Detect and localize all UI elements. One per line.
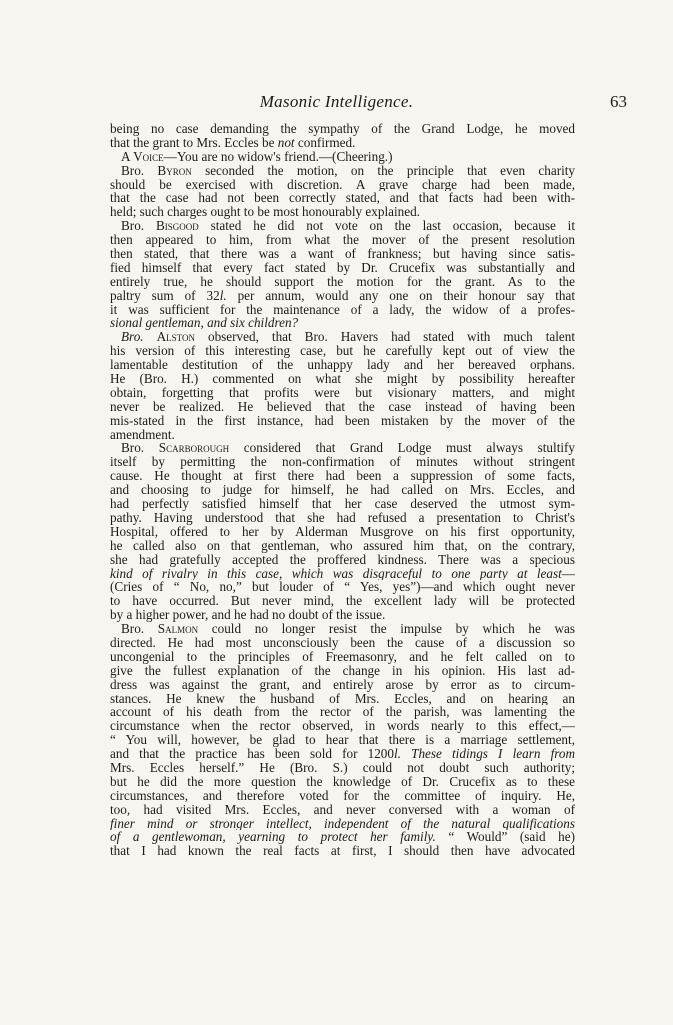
text-run: Bro.	[121, 219, 156, 234]
text-line	[110, 539, 575, 553]
text-run: finer mind or stronger intellect, independent of the natural qualifications	[110, 816, 575, 831]
text-run: that the case had not been correctly stated, and that facts had been with-	[110, 191, 575, 206]
text-run: of a gentlewoman, yearning to protect her family.	[110, 830, 436, 845]
text-line	[110, 344, 575, 358]
text-run: uncongenial to the principles of Freemasonry, and he felt called on to	[110, 649, 575, 664]
text-line	[110, 275, 575, 289]
text-line	[110, 580, 575, 594]
text-run: considered that Grand Lodge must always stultify	[229, 441, 575, 456]
text-run: too, had visited Mrs. Eccles, and never conversed with a woman of	[110, 802, 575, 817]
text-run: These tidings I learn from	[400, 747, 575, 761]
text-run: itself by permitting the non-confirmation of minutes without stringent	[110, 455, 575, 470]
text-run: Bisgood	[155, 219, 199, 234]
text-run: mis-stated in the first instance, had been mistaken by the mover of the	[110, 413, 575, 428]
text-run: —You are no widow's friend.—(Cheering.)	[163, 149, 393, 164]
text-run: l.	[219, 288, 227, 303]
text-line	[110, 358, 575, 372]
text-run: cause. He thought at first there had been a suppression of some facts,	[110, 469, 575, 484]
page-header	[0, 92, 673, 116]
text-run: account of his death from the rector of the parish, was lamenting the	[110, 705, 575, 720]
text-line	[110, 719, 575, 733]
text-line	[110, 844, 575, 858]
text-run: had perfectly satisfied himself that her case deserved the utmost sym-	[110, 497, 575, 511]
text-line	[110, 817, 575, 831]
text-line	[110, 733, 575, 747]
text-run: obtain, forgetting that profits were but visionary matters, and might	[110, 385, 575, 400]
text-line	[110, 594, 575, 608]
text-run: should be exercised with discretion. A grave charge had been made,	[110, 177, 575, 192]
text-line	[110, 372, 575, 386]
text-run: then stated, that there was a want of frankness; but having since satis-	[110, 247, 575, 261]
text-line	[110, 803, 575, 817]
text-run: that I had known the real facts at first, I should then have advocated	[110, 844, 575, 859]
text-run: then appeared to him, from what the mover of the present resolution	[110, 233, 575, 248]
text-line	[110, 191, 575, 205]
text-line	[110, 428, 575, 442]
text-run: Bro.	[121, 441, 159, 456]
text-line	[110, 775, 575, 789]
text-run: amendment.	[110, 427, 175, 442]
text-run: Voice	[133, 149, 164, 164]
text-line	[110, 441, 575, 455]
text-line	[110, 261, 575, 275]
text-run: by a higher power, and he had no doubt of the issue.	[110, 608, 386, 623]
text-line	[110, 316, 575, 330]
text-run: circumstance when the rector observed, in words nearly to this effect,—	[110, 719, 575, 734]
text-run: Bro.	[121, 622, 158, 636]
text-line	[110, 414, 575, 428]
text-run: He (Bro. H.) commented on what she might by possibility hereafter	[110, 372, 575, 386]
text-line	[110, 608, 575, 622]
text-line	[110, 233, 575, 247]
text-run: “ You will, however, be glad to hear that there is a marriage settlement,	[110, 733, 575, 748]
text-line	[110, 247, 575, 261]
text-line	[110, 178, 575, 192]
text-line	[110, 303, 575, 317]
text-run: (Cries of “ No, no,” but louder of “ Yes, yes”)—and which ought never	[110, 580, 575, 595]
text-run: never be realized. He believed that the case instead of having been	[110, 399, 575, 414]
body-text	[110, 122, 575, 858]
text-run: circumstances, and therefore voted for the committee of inquiry. He,	[110, 788, 575, 803]
text-line	[110, 205, 575, 219]
text-line	[110, 164, 575, 178]
text-line	[110, 622, 575, 636]
text-line	[110, 789, 575, 803]
text-line	[110, 136, 575, 150]
text-run: per annum, would any one on their honour say that	[226, 288, 575, 303]
text-run: Scarborough	[158, 441, 230, 456]
text-run: she had gratefully accepted the proffered kindness. There was a specious	[110, 552, 575, 567]
text-run: dress was against the grant, and entirely arose by error as to circum-	[110, 677, 575, 692]
running-title: Masonic Intelligence.	[259, 92, 414, 111]
text-line	[110, 636, 575, 650]
text-run: confirmed.	[294, 135, 356, 150]
text-line	[110, 705, 575, 719]
text-run: stances. He knew the husband of Mrs. Eccles, and on hearing an	[110, 691, 575, 706]
text-line	[110, 386, 575, 400]
text-run: and that the practice has been sold for 1200	[110, 747, 394, 761]
text-line	[110, 150, 575, 164]
text-run: stated he did not vote on the last occasion, because it	[198, 219, 575, 234]
text-line	[110, 761, 575, 775]
text-line	[110, 330, 575, 344]
text-run: could no longer resist the impulse by which he was	[198, 622, 575, 636]
text-run: observed, that Bro. Havers had stated with much talent	[194, 330, 575, 345]
text-line	[110, 511, 575, 525]
text-run: it was sufficient for the maintenance of a lady, the widow of a profes-	[110, 302, 575, 317]
text-line	[110, 289, 575, 303]
text-run: sional gentleman, and six children?	[110, 316, 299, 331]
text-run: directed. He had most unconsciously been the cause of a discussion so	[110, 635, 575, 650]
text-line	[110, 483, 575, 497]
text-run: not	[277, 135, 295, 150]
text-run: Bro.	[121, 163, 158, 178]
text-run: kind of rivalry in this case, which was disgraceful to one party at least	[110, 566, 562, 581]
text-run: Byron	[157, 163, 192, 178]
text-run: —	[561, 566, 575, 581]
text-run: A	[121, 149, 134, 164]
text-line	[110, 469, 575, 483]
text-run: held; such charges ought to be most honourably explained.	[110, 205, 420, 220]
text-line	[110, 219, 575, 233]
text-run: paltry sum of 32	[110, 288, 220, 303]
text-run: “ Would” (said he)	[435, 830, 575, 845]
text-line	[110, 678, 575, 692]
text-run: give the fullest explanation of the change in his opinion. His last ad-	[110, 663, 575, 678]
text-line	[110, 692, 575, 706]
text-run: l.	[394, 747, 401, 761]
text-run: being no case demanding the sympathy of the Grand Lodge, he moved	[110, 122, 575, 136]
text-line	[110, 830, 575, 844]
page-number: 63	[610, 92, 627, 111]
text-run: that the grant to Mrs. Eccles be	[110, 135, 278, 150]
text-line	[110, 497, 575, 511]
text-run: lamentable destitution of the unhappy lady and her bereaved orphans.	[110, 358, 575, 373]
text-run: entirely true, he should support the motion for the grant. As to the	[110, 274, 575, 289]
text-line	[110, 747, 575, 761]
text-run: Salmon	[157, 622, 199, 636]
text-run: he called also on that gentleman, who assured him that, on the contrary,	[110, 538, 575, 553]
text-line	[110, 650, 575, 664]
text-line	[110, 455, 575, 469]
text-line	[110, 122, 575, 136]
text-line	[110, 400, 575, 414]
text-run: to have occurred. But never mind, the excellent lady will be protected	[110, 594, 575, 609]
text-line	[110, 664, 575, 678]
text-line	[110, 567, 575, 581]
text-line	[110, 525, 575, 539]
text-run: Hospital, offered to her by Alderman Musgrove on his first opportunity,	[110, 524, 575, 539]
text-run: seconded the motion, on the principle that even charity	[191, 163, 575, 178]
text-run: Bro.	[121, 330, 157, 345]
text-run: his version of this interesting case, but he carefully kept out of view the	[110, 344, 575, 359]
text-run: but he did the more question the knowledge of Dr. Crucefix as to these	[110, 774, 575, 789]
text-run: Alston	[156, 330, 195, 345]
text-run: Mrs. Eccles herself.” He (Bro. S.) could not doubt such authority;	[110, 760, 575, 775]
text-line	[110, 553, 575, 567]
text-run: and choosing to judge for himself, he had called on Mrs. Eccles, and	[110, 483, 575, 498]
text-run: fied himself that every fact stated by Dr. Crucefix was substantially and	[110, 260, 575, 275]
text-run: pathy. Having understood that she had refused a presentation to Christ's	[110, 510, 575, 525]
